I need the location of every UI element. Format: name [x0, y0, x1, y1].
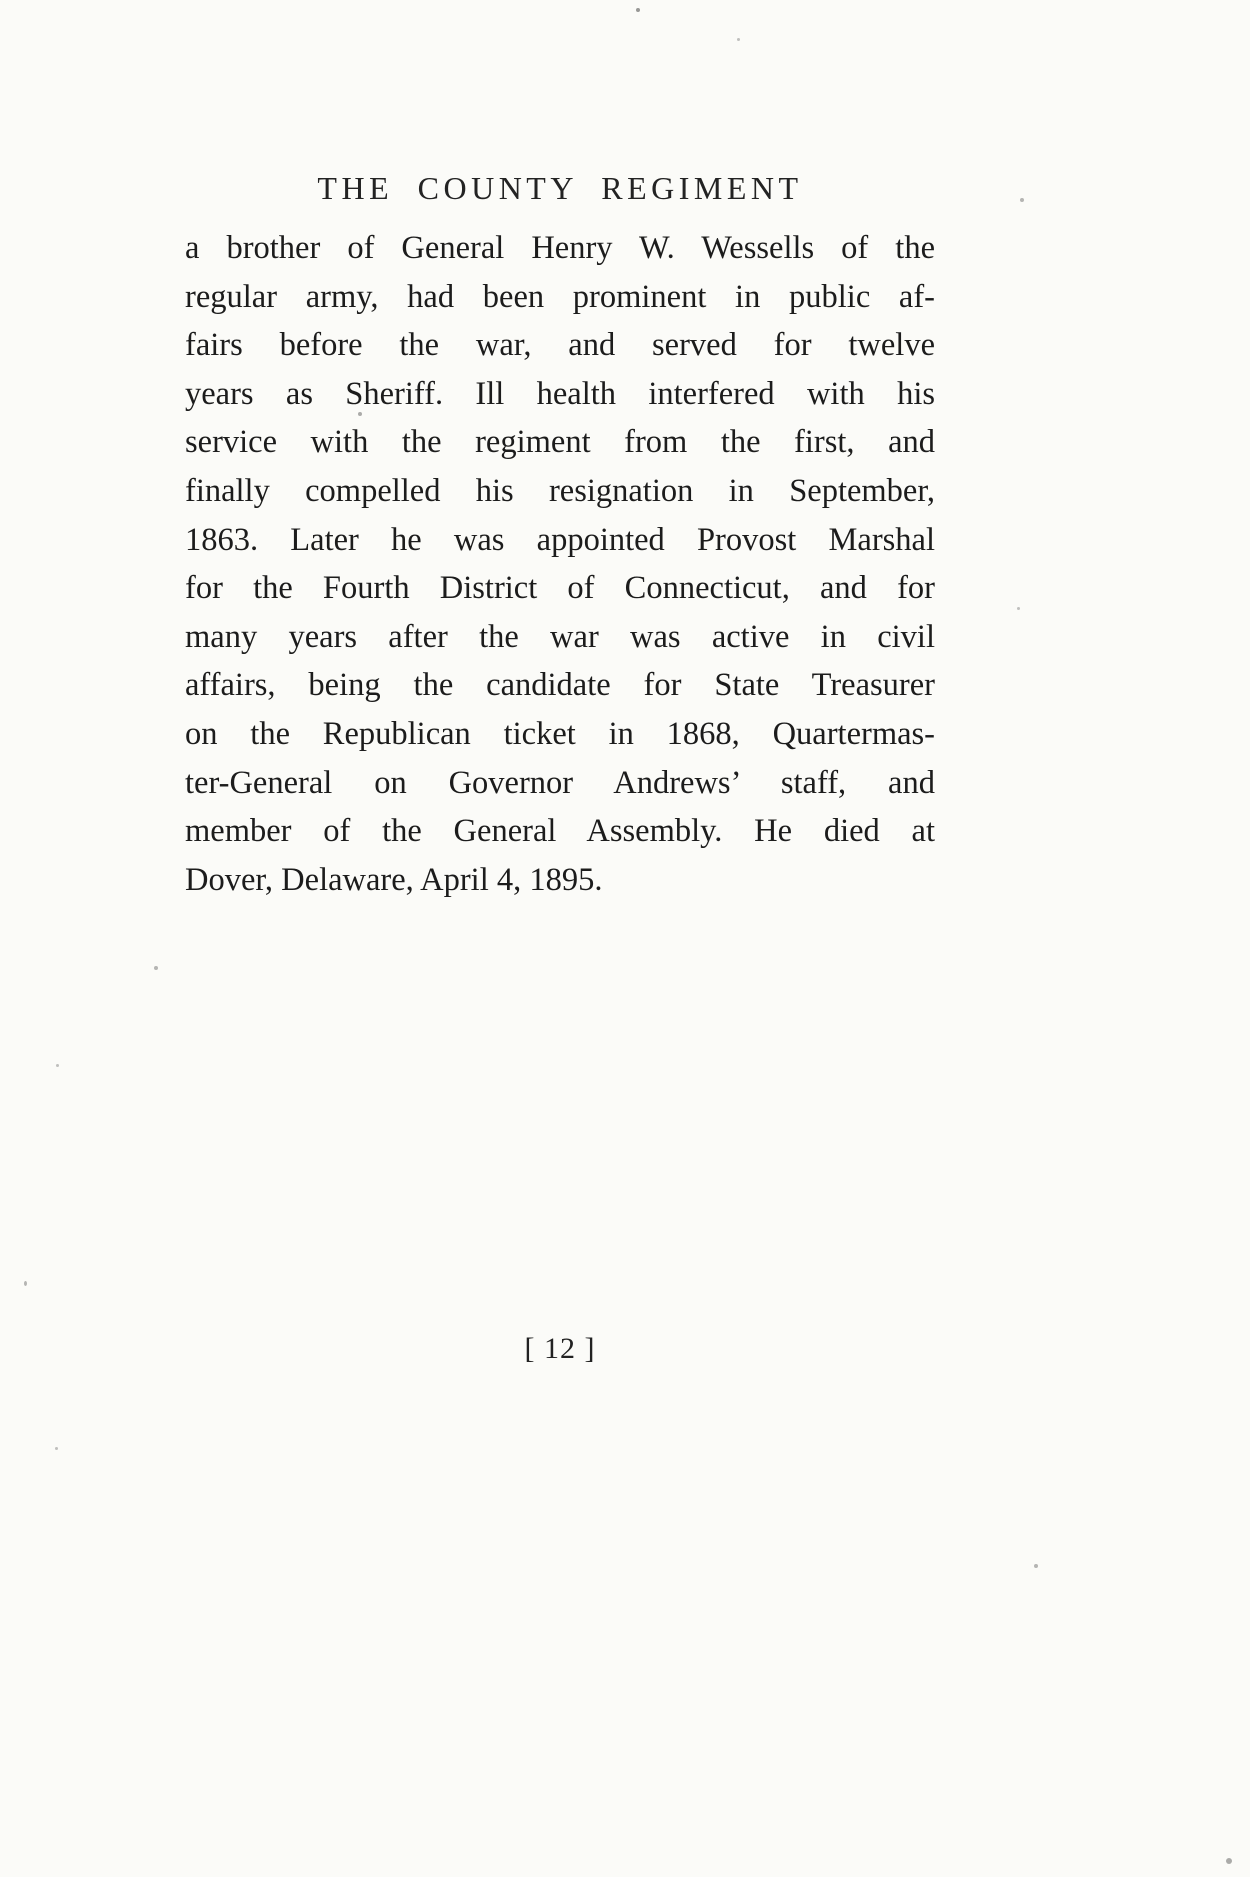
text-line: member of the General Assembly. He died at [185, 813, 935, 850]
body-text-block [185, 224, 935, 904]
text-line: service with the regiment from the first, and [185, 424, 935, 461]
text-line: years as Sheriff. Ill health interfered with his [185, 375, 935, 412]
text-line: Dover, Delaware, April 4, 1895. [185, 861, 603, 898]
text-line: a brother of General Henry W. Wessells of the [185, 230, 935, 266]
text-line: on the Republican ticket in 1868, Quartermas- [185, 715, 935, 752]
scan-speck [636, 8, 640, 12]
text-line: ter-General on Governor Andrews’ staff, and [185, 764, 935, 801]
scan-speck [1034, 1564, 1038, 1568]
text-line: finally compelled his resignation in September, [185, 472, 935, 509]
scan-speck [358, 412, 362, 416]
scan-speck [24, 1281, 27, 1286]
text-line: affairs, being the candidate for State Treasurer [185, 667, 935, 704]
scan-speck [1017, 607, 1020, 610]
text-line: many years after the war was active in civil [185, 618, 935, 655]
scan-speck [737, 38, 740, 41]
text-line: for the Fourth District of Connecticut, and for [185, 570, 935, 607]
running-head-title: THE COUNTY REGIMENT [317, 170, 803, 206]
scan-speck [1226, 1858, 1232, 1864]
scan-speck [56, 1064, 59, 1067]
text-line: regular army, had been prominent in public af- [185, 278, 935, 315]
scan-speck [154, 966, 158, 970]
text-line: 1863. Later he was appointed Provost Marshal [185, 521, 935, 558]
page-number: [ 12 ] [524, 1332, 596, 1365]
scan-speck [55, 1447, 58, 1450]
scan-speck [1020, 198, 1024, 202]
text-line: fairs before the war, and served for twelve [185, 327, 935, 364]
